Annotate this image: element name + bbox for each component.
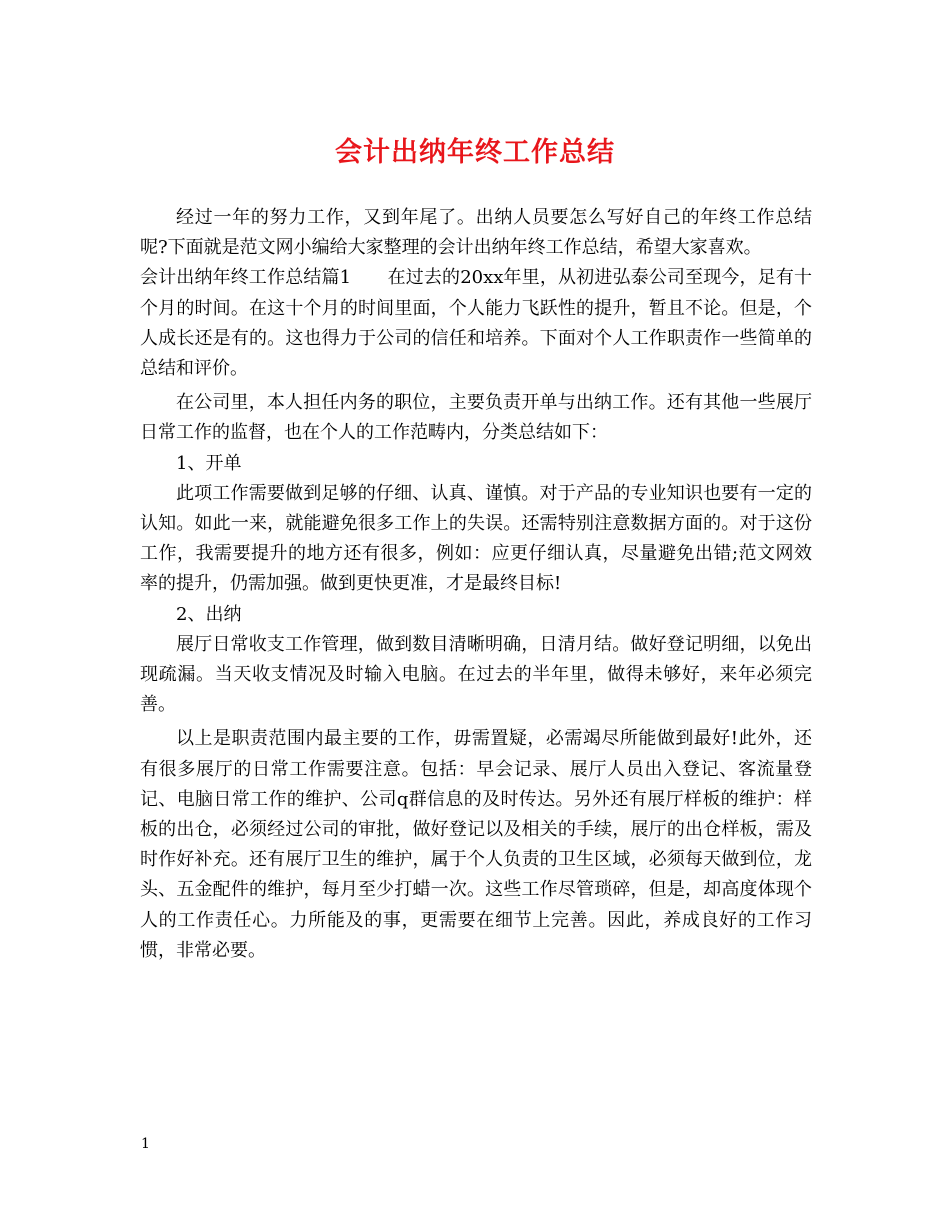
paragraph-cashier: 展厅日常收支工作管理，做到数目清晰明确，日清月结。做好登记明细，以免出现疏漏。当天收支情况及时输入电脑。在过去的半年里，做得未够好，来年必须完善。 <box>140 633 812 716</box>
paragraph-billing: 此项工作需要做到足够的仔细、认真、谨慎。对于产品的专业知识也要有一定的认知。如此一来，就能避免很多工作上的失误。还需特别注意数据方面的。对于这份工作，我需要提升的地方还有很多，例如：应更仔细认真，尽量避免出错;范文网效率的提升，仍需加强。做到更快更准，才是最终目标! <box>140 482 812 595</box>
paragraph-duties: 在公司里，本人担任内务的职位，主要负责开单与出纳工作。还有其他一些展厅日常工作的监督，也在个人的工作范畴内，分类总结如下： <box>140 392 812 444</box>
paragraph-intro: 经过一年的努力工作，又到年尾了。出纳人员要怎么写好自己的年终工作总结呢?下面就是范文网小编给大家整理的会计出纳年终工作总结，希望大家喜欢。 <box>140 207 812 259</box>
heading-cashier: 2、出纳 <box>176 603 242 625</box>
page-number: 1 <box>141 1136 150 1152</box>
document-title: 会计出纳年终工作总结 <box>335 137 615 168</box>
paragraph-section-1: 会计出纳年终工作总结篇1 在过去的20xx年里，从初进弘泰公司至现今，足有十个月的时间。在这十个月的时间里面，个人能力飞跃性的提升，暂且不论。但是，个人成长还是有的。这也得力于公司的信任和培养。下面对个人工作职责作一些简单的总结和评价。 <box>140 267 812 380</box>
heading-billing: 1、开单 <box>176 452 242 474</box>
document-body <box>140 203 812 966</box>
paragraph-other-duties: 以上是职责范围内最主要的工作，毋需置疑，必需竭尽所能做到最好!此外，还有很多展厅的日常工作需要注意。包括：早会记录、展厅人员出入登记、客流量登记、电脑日常工作的维护、公司q群信息的及时传达。另外还有展厅样板的维护：样板的出仓，必须经过公司的审批，做好登记以及相关的手续，展厅的出仓样板，需及时作好补充。还有展厅卫生的维护，属于个人负责的卫生区域，必须每天做到位，龙头、五金配件的维护，每月至少打蜡一次。这些工作尽管琐碎，但是，却高度体现个人的工作责任心。力所能及的事，更需要在细节上完善。因此，养成良好的工作习惯，非常必要。 <box>140 728 812 961</box>
